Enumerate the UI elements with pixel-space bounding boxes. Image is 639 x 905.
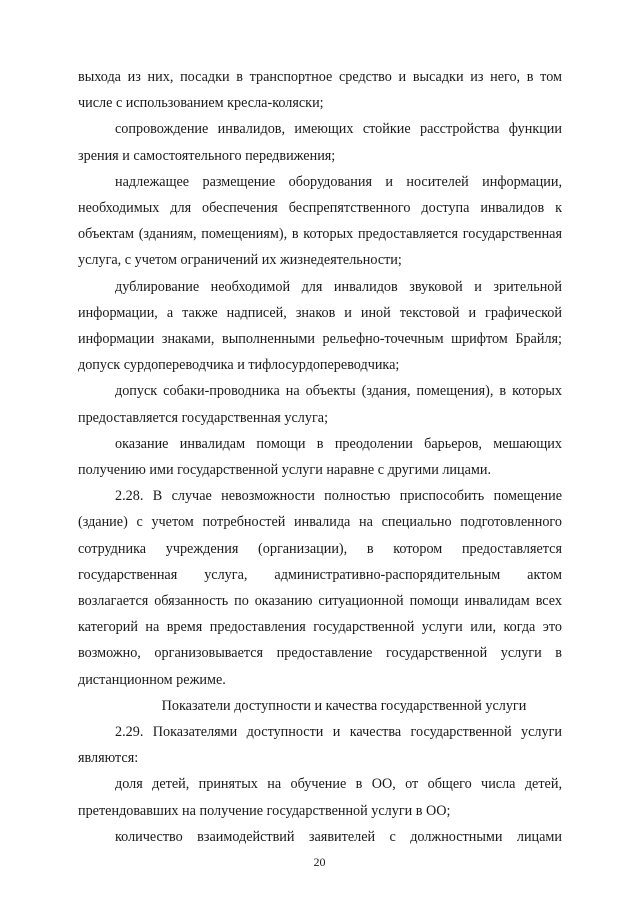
paragraph-information-duplication: дублирование необходимой для инвалидов звуковой и зрительной информации, а также надписей, знаков и иной текстовой и графической информации знаками, выполненными рельефно-точечным шрифтом Брайля; допуск сурдопереводчика и тифлосурдопереводчика;	[78, 278, 562, 374]
paragraph-escort: сопровождение инвалидов, имеющих стойкие расстройства функции зрения и самостоятельного передвижения;	[78, 121, 562, 164]
paragraph-2-28: 2.28. В случае невозможности полностью приспособить помещение (здание) с учетом потребностей инвалида на специально подготовленного сотрудника учреждения (организации), в котором предоставляется государственная услуга, административно-распорядительным актом возлагается обязанность по оказанию ситуационной помощи инвалидам всех категорий на время предоставления государственной услуги или, когда это возможно, организовывается предоставление государственной услуги в дистанционном режиме.	[78, 488, 562, 688]
paragraph-interactions: количество взаимодействий заявителей с должностными лицами	[115, 828, 562, 845]
section-heading: Показатели доступности и качества государственной услуги	[161, 697, 527, 714]
page-number: 20	[313, 855, 326, 869]
document-body	[78, 64, 562, 850]
paragraph-equipment-placement: надлежащее размещение оборудования и носителей информации, необходимых для обеспечения беспрепятственного доступа инвалидов к объектам (зданиям, помещениям), в которых предоставляется государственная услуга, с учетом ограничений их жизнедеятельности;	[78, 173, 562, 269]
paragraph-continuation: выхода из них, посадки в транспортное средство и высадки из него, в том числе с использованием кресла-коляски;	[78, 69, 562, 112]
paragraph-2-29: 2.29. Показателями доступности и качества государственной услуги являются:	[78, 724, 562, 767]
paragraph-guide-dog: допуск собаки-проводника на объекты (здания, помещения), в которых предоставляется государственная услуга;	[78, 383, 562, 426]
paragraph-assistance: оказание инвалидам помощи в преодолении барьеров, мешающих получению ими государственной услуги наравне с другими лицами.	[78, 435, 562, 479]
paragraph-share-of-children: доля детей, принятых на обучение в ОО, от общего числа детей, претендовавших на получение государственной услуги в ОО;	[78, 776, 562, 819]
